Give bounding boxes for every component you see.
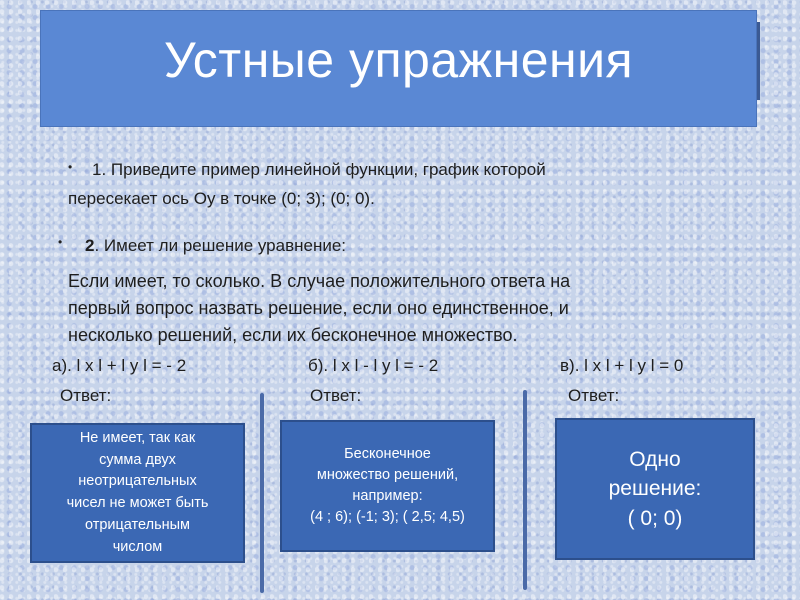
bullet-q1: • bbox=[68, 160, 73, 174]
answer-b-line: например: bbox=[352, 488, 423, 504]
answer-a-line: отрицательным bbox=[84, 516, 191, 533]
q2-heading-text: . Имеет ли решение уравнение: bbox=[94, 236, 347, 255]
slide-title: Устные упражнения bbox=[163, 31, 634, 88]
answer-label-c: Ответ: bbox=[568, 386, 620, 405]
answer-a-line: Не имеет, так как bbox=[79, 429, 196, 446]
column-divider-2 bbox=[523, 390, 527, 590]
q2-line3: несколько решений, если их бесконечное множество. bbox=[68, 325, 518, 345]
bullet-q2: • bbox=[58, 235, 63, 249]
title-banner bbox=[40, 10, 757, 127]
answer-c-line: Одно bbox=[629, 447, 681, 471]
q1-line2: пересекает ось Оу в точке (0; 3); (0; 0). bbox=[68, 189, 375, 208]
q1-line1: 1. Приведите пример линейной функции, график которой bbox=[92, 160, 546, 179]
q2-heading bbox=[85, 236, 346, 256]
column-divider-1 bbox=[260, 393, 264, 593]
answer-a-line: неотрицательных bbox=[78, 473, 197, 490]
answer-box-c bbox=[555, 418, 755, 560]
answer-c-line: решение: bbox=[608, 477, 702, 501]
equation-a: а). l x l + l y l = - 2 bbox=[52, 356, 187, 375]
answer-b-line: множество решений, bbox=[316, 466, 459, 483]
answer-a-line: сумма двух bbox=[99, 451, 176, 468]
equation-b: б). l x l - l y l = - 2 bbox=[308, 356, 439, 375]
answer-box-a bbox=[30, 423, 245, 563]
answer-label-b: Ответ: bbox=[310, 386, 362, 405]
answer-b-line: (4 ; 6); (-1; 3); ( 2,5; 4,5) bbox=[310, 509, 465, 526]
q2-line2: первый вопрос назвать решение, если оно единственное, и bbox=[68, 298, 569, 318]
answer-a-line: чисел не может быть bbox=[66, 495, 209, 511]
equation-c: в). l x l + l y l = 0 bbox=[560, 356, 684, 375]
answer-b-line: Бесконечное bbox=[344, 445, 431, 462]
answer-label-a: Ответ: bbox=[60, 386, 112, 405]
answer-box-b bbox=[280, 420, 495, 552]
answer-a-line: числом bbox=[112, 538, 163, 555]
answer-c-line: ( 0; 0) bbox=[627, 506, 683, 530]
q2-line1: Если имеет, то сколько. В случае положительного ответа на bbox=[68, 271, 571, 291]
q2-number: 2 bbox=[85, 236, 95, 255]
